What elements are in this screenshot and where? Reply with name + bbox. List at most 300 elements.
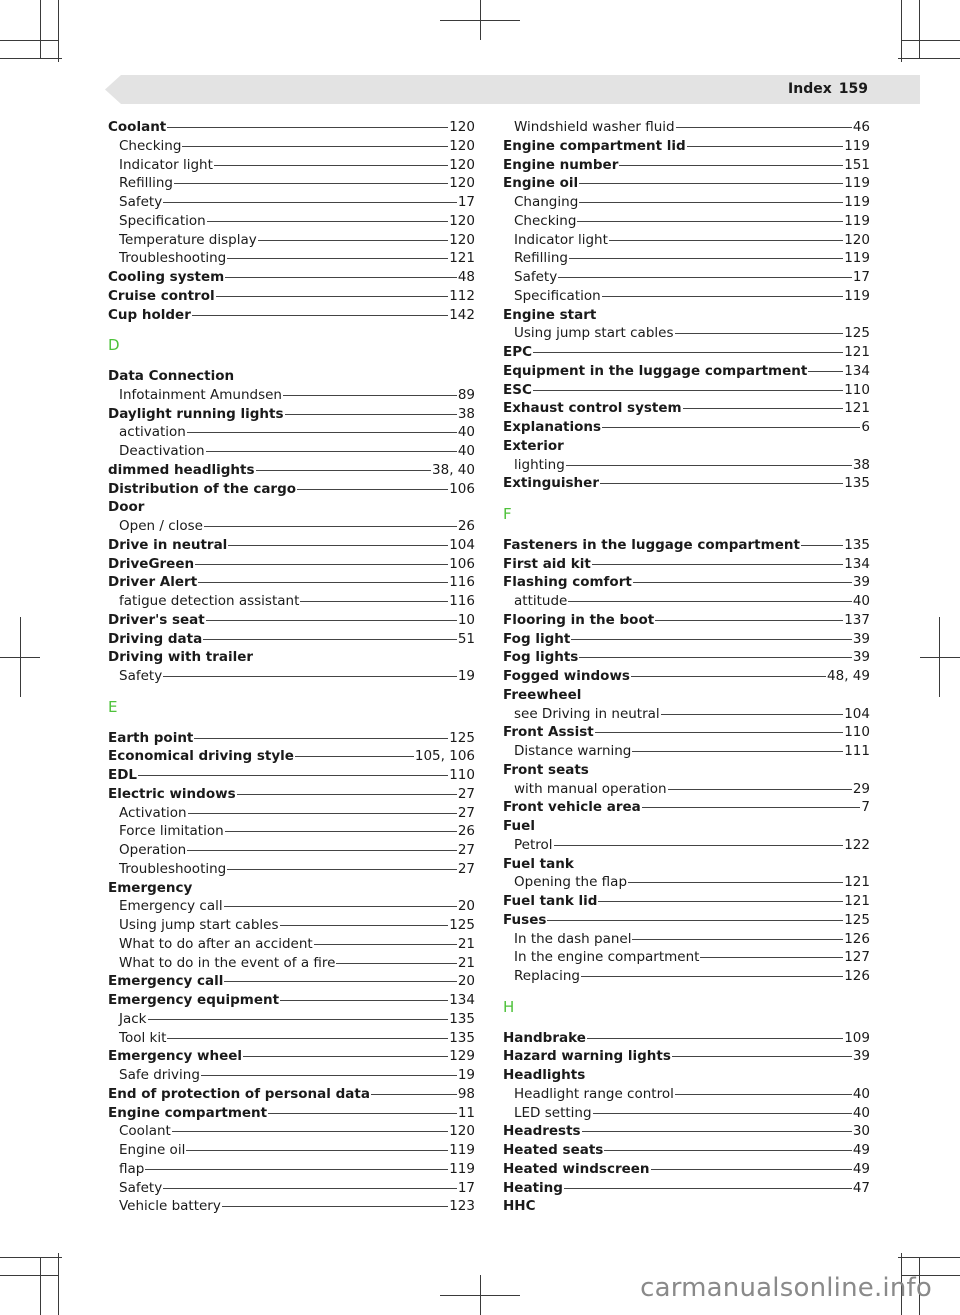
leader-line [668, 789, 852, 790]
page-reference: 46 [852, 119, 870, 135]
page-reference: 11 [457, 1104, 475, 1121]
leader-line [225, 831, 457, 832]
page-reference: 38 [457, 405, 475, 422]
index-column-right [503, 118, 870, 1216]
leader-line [167, 127, 448, 128]
index-entry [503, 630, 870, 649]
page-reference: 134 [449, 992, 475, 1008]
leader-line [687, 146, 843, 147]
index-subentry [108, 231, 475, 250]
page-reference: 39 [852, 630, 870, 647]
page-reference: 39 [852, 1048, 870, 1065]
index-term: Front vehicle area [503, 799, 641, 816]
index-term: Coolant [108, 119, 167, 135]
leader-line [300, 601, 448, 602]
page-reference: 142 [449, 306, 475, 323]
crop-mark [919, 0, 920, 58]
leader-line [138, 775, 448, 776]
crop-mark [0, 40, 58, 41]
page-reference: 20 [457, 973, 475, 990]
page-reference: 26 [457, 823, 475, 840]
index-entry [503, 817, 870, 836]
index-entry [108, 306, 475, 325]
index-term: Daylight running lights [108, 405, 284, 422]
index-term: Headlights [503, 1067, 586, 1083]
leader-line [661, 714, 844, 715]
leader-line [631, 676, 826, 677]
page-reference: 135 [844, 475, 870, 492]
index-subentry [108, 174, 475, 193]
leader-line [587, 1038, 843, 1039]
page-reference: 120 [449, 175, 475, 192]
page-reference: 137 [844, 611, 870, 628]
leader-line [237, 794, 457, 795]
index-term: Using jump start cables [514, 325, 674, 342]
index-subentry [503, 324, 870, 343]
index-entry [108, 498, 475, 517]
page-reference: 125 [449, 917, 475, 933]
index-entry [108, 367, 475, 386]
page-reference: 106 [449, 555, 475, 572]
index-term: Fog lights [503, 649, 579, 666]
index-entry [108, 461, 475, 480]
index-term: Electric windows [108, 785, 236, 802]
index-term: Safe driving [119, 1067, 200, 1083]
index-subentry [503, 456, 870, 475]
index-entry [503, 686, 870, 705]
index-subentry [108, 212, 475, 231]
index-term: flap [119, 1160, 145, 1177]
page-reference: 89 [457, 386, 475, 403]
page-reference: 121 [844, 400, 870, 417]
index-subentry [108, 667, 475, 686]
index-entry [503, 362, 870, 381]
leader-line [206, 620, 457, 621]
index-subentry [503, 231, 870, 250]
index-entry [503, 1179, 870, 1198]
index-entry [503, 892, 870, 911]
leader-line [581, 976, 843, 977]
index-term: Indicator light [514, 231, 608, 248]
index-term: Exhaust control system [503, 400, 682, 417]
index-term: Engine compartment lid [503, 137, 686, 154]
index-term: What to do after an accident [119, 935, 313, 952]
index-term: Checking [514, 212, 577, 229]
page-reference: 26 [457, 518, 475, 534]
index-term: Fasteners in the luggage compartment [503, 536, 800, 553]
leader-line [224, 906, 457, 907]
index-subentry [503, 212, 870, 231]
crop-mark [902, 40, 960, 41]
leader-line [198, 582, 448, 583]
index-entry [108, 729, 475, 748]
leader-line [224, 981, 456, 982]
index-entry [108, 118, 475, 137]
index-entry [503, 381, 870, 400]
index-entry [503, 437, 870, 456]
index-entry [503, 855, 870, 874]
index-subentry [108, 1010, 475, 1029]
page-reference: 6 [861, 419, 870, 435]
page-reference: 10 [457, 611, 475, 628]
leader-line [633, 582, 852, 583]
registration-mark [480, 1275, 481, 1315]
index-term: Safety [119, 1179, 163, 1196]
index-term: Replacing [514, 968, 580, 984]
page-reference: 120 [844, 231, 870, 248]
index-entry [503, 174, 870, 193]
index-entry [503, 1141, 870, 1160]
page-reference: 121 [844, 874, 870, 891]
index-entry [503, 306, 870, 325]
page-reference: 135 [449, 1029, 475, 1046]
index-entry [108, 991, 475, 1010]
page-reference: 39 [852, 574, 870, 591]
page-reference: 126 [844, 968, 870, 984]
index-subentry [503, 742, 870, 761]
index-term: Force limitation [119, 823, 224, 840]
index-term: Cup holder [108, 306, 191, 323]
leader-line [571, 639, 852, 640]
page-reference: 121 [844, 344, 870, 360]
index-term: fatigue detection assistant [119, 593, 300, 609]
page-reference: 27 [457, 785, 475, 802]
page-reference: 106 [449, 480, 475, 497]
index-term: Extinguisher [503, 475, 599, 492]
index-term: Tool kit [119, 1029, 167, 1046]
registration-mark [480, 0, 481, 40]
index-term: Distance warning [514, 743, 632, 759]
leader-line [148, 1019, 449, 1020]
index-term: Headrests [503, 1123, 581, 1140]
index-entry [108, 268, 475, 287]
leader-line [675, 1094, 852, 1095]
page-reference: 134 [844, 362, 870, 379]
page-reference: 135 [449, 1010, 475, 1027]
leader-line [651, 1169, 852, 1170]
leader-line [295, 756, 414, 757]
index-term: Deactivation [119, 443, 205, 459]
index-term: Engine start [503, 306, 597, 323]
index-entry [108, 1104, 475, 1123]
leader-line [214, 165, 448, 166]
page-reference: 127 [844, 949, 870, 966]
index-subentry [503, 268, 870, 287]
index-term: Refilling [119, 175, 173, 192]
page-reference: 120 [449, 1123, 475, 1140]
index-term: ESC [503, 381, 532, 398]
page-reference: 49 [852, 1160, 870, 1177]
index-subentry [108, 156, 475, 175]
crop-mark [58, 0, 59, 62]
index-entry [503, 1197, 870, 1216]
index-subentry [108, 1122, 475, 1141]
page-reference: 20 [457, 898, 475, 915]
index-term: Cruise control [108, 287, 215, 304]
leader-line [314, 944, 457, 945]
crop-mark [0, 1257, 62, 1258]
leader-line [598, 901, 843, 902]
leader-line [604, 1150, 851, 1151]
leader-line [204, 526, 457, 527]
leader-line [579, 202, 843, 203]
page-reference: 27 [457, 804, 475, 821]
index-term: Flooring in the boot [503, 611, 655, 628]
leader-line [675, 333, 844, 334]
leader-line [577, 221, 843, 222]
page-number: 159 [838, 81, 868, 97]
index-subentry [503, 118, 870, 137]
index-term: Earth point [108, 729, 194, 746]
index-subentry [108, 1197, 475, 1216]
index-entry [108, 536, 475, 555]
page-reference: 17 [852, 269, 870, 285]
index-term: LED setting [514, 1104, 592, 1121]
leader-line [582, 1131, 852, 1132]
index-subentry [108, 1066, 475, 1085]
index-subentry [503, 1085, 870, 1104]
leader-line [187, 432, 457, 433]
index-entry [503, 573, 870, 592]
index-term: Data Connection [108, 368, 235, 384]
index-entry [503, 399, 870, 418]
page-reference: 40 [852, 593, 870, 609]
index-term: Engine number [503, 156, 619, 173]
index-term: Front seats [503, 761, 589, 778]
page-reference: 30 [852, 1123, 870, 1140]
index-subentry [503, 836, 870, 855]
leader-line [619, 165, 843, 166]
index-term: Emergency [108, 879, 193, 896]
index-term: Petrol [514, 836, 553, 853]
index-term: Changing [514, 194, 579, 210]
index-subentry [108, 517, 475, 536]
leader-line [554, 845, 844, 846]
index-subentry [503, 249, 870, 268]
page-reference: 119 [844, 287, 870, 304]
registration-mark [939, 617, 940, 697]
index-subentry [108, 442, 475, 461]
leader-line [187, 850, 457, 851]
leader-line [632, 751, 843, 752]
index-subentry [503, 930, 870, 949]
leader-line [371, 1094, 457, 1095]
leader-line [600, 483, 843, 484]
leader-line [194, 738, 448, 739]
page-reference: 110 [449, 767, 475, 783]
leader-line [566, 465, 852, 466]
index-entry [503, 667, 870, 686]
leader-line [808, 371, 843, 372]
index-term: Heated seats [503, 1142, 604, 1158]
page-reference: 119 [844, 250, 870, 267]
index-term: Driving with trailer [108, 649, 254, 666]
index-term: Checking [119, 137, 182, 154]
page-reference: 121 [449, 250, 475, 267]
page-reference: 110 [844, 381, 870, 398]
page-reference: 120 [449, 137, 475, 154]
leader-line [227, 869, 457, 870]
index-term: Open / close [119, 518, 203, 534]
index-column-left [108, 118, 475, 1216]
index-subentry [503, 592, 870, 611]
index-entry [108, 766, 475, 785]
page-reference: 29 [852, 780, 870, 797]
index-subentry [108, 1179, 475, 1198]
page-reference: 104 [844, 705, 870, 722]
page-reference: 19 [457, 668, 475, 684]
registration-mark [20, 617, 21, 697]
index-term: Infotainment Amundsen [119, 386, 282, 403]
index-entry [503, 555, 870, 574]
page-reference: 40 [852, 1085, 870, 1102]
index-subentry [108, 935, 475, 954]
index-term: Heating [503, 1179, 563, 1196]
page-reference: 39 [852, 649, 870, 666]
leader-line [336, 963, 456, 964]
page-reference: 104 [449, 536, 475, 553]
page-header [788, 80, 868, 98]
page-reference: 123 [449, 1198, 475, 1215]
index-subentry [503, 967, 870, 986]
index-term: Safety [514, 269, 558, 285]
index-term: Emergency call [108, 973, 224, 990]
section-title: Index [788, 81, 832, 97]
index-subentry [108, 1160, 475, 1179]
index-term: Engine oil [503, 175, 579, 192]
page-reference: 126 [844, 930, 870, 947]
index-term: Hazard warning lights [503, 1048, 671, 1065]
index-entry [108, 287, 475, 306]
index-term: Flashing comfort [503, 574, 632, 591]
page-reference: 48 [457, 269, 475, 285]
index-term: In the engine compartment [514, 949, 700, 966]
index-entry [503, 1122, 870, 1141]
leader-line [174, 183, 448, 184]
page-reference: 119 [449, 1142, 475, 1158]
page-reference: 121 [844, 893, 870, 909]
index-subentry [108, 386, 475, 405]
index-subentry [108, 860, 475, 879]
index-term: Fogged windows [503, 668, 630, 684]
index-term: Headlight range control [514, 1085, 674, 1102]
leader-line [700, 957, 843, 958]
leader-line [195, 564, 448, 565]
index-entry [108, 573, 475, 592]
index-entry [503, 474, 870, 493]
index-subentry [108, 822, 475, 841]
page-reference: 105, 106 [414, 748, 475, 765]
index-entry [503, 1066, 870, 1085]
index-entry [503, 648, 870, 667]
leader-line [163, 676, 457, 677]
index-subentry [503, 948, 870, 967]
index-subentry [108, 137, 475, 156]
index-term: Heated windscreen [503, 1160, 650, 1177]
index-term: Fuses [503, 911, 547, 928]
page-reference: 112 [449, 287, 475, 304]
index-term: Temperature display [119, 231, 257, 248]
page-reference: 125 [844, 325, 870, 342]
leader-line [558, 277, 852, 278]
index-entry [503, 611, 870, 630]
index-term: attitude [514, 593, 568, 609]
index-term: Explanations [503, 419, 602, 435]
page-reference: 40 [457, 443, 475, 459]
page-reference: 48, 49 [827, 668, 870, 684]
index-term: Front Assist [503, 724, 594, 741]
crop-mark [40, 1257, 41, 1315]
index-term: Emergency call [119, 898, 223, 915]
page-reference: 110 [844, 724, 870, 741]
page-reference: 120 [449, 212, 475, 229]
leader-line [201, 1075, 457, 1076]
index-term: Windshield washer fluid [514, 119, 675, 135]
index-term: Handbrake [503, 1029, 586, 1046]
index-term: Cooling system [108, 269, 225, 285]
index-subentry [503, 873, 870, 892]
page-reference: 135 [844, 536, 870, 553]
index-subentry [108, 193, 475, 212]
page-reference: 119 [844, 194, 870, 210]
leader-line [595, 732, 844, 733]
page-reference: 125 [844, 911, 870, 928]
leader-line [186, 1150, 448, 1151]
leader-line [225, 277, 457, 278]
leader-line [192, 315, 448, 316]
leader-line [203, 639, 457, 640]
index-entry [108, 405, 475, 424]
index-letter-heading: D [108, 336, 120, 355]
index-term: Troubleshooting [119, 860, 227, 877]
index-term: EPC [503, 344, 533, 360]
index-entry [108, 747, 475, 766]
page-reference: 21 [457, 935, 475, 952]
index-entry [108, 972, 475, 991]
leader-line [547, 920, 843, 921]
leader-line [258, 240, 448, 241]
leader-line [172, 1131, 448, 1132]
index-term: Equipment in the luggage compartment [503, 362, 808, 379]
leader-line [285, 414, 457, 415]
index-subentry [108, 897, 475, 916]
index-entry [108, 1047, 475, 1066]
leader-line [145, 1169, 448, 1170]
index-subentry [108, 916, 475, 935]
index-entry [503, 1029, 870, 1048]
page-reference: 98 [457, 1085, 475, 1102]
page-reference: 47 [852, 1179, 870, 1196]
page-reference: 40 [457, 424, 475, 441]
index-term: Drive in neutral [108, 536, 228, 553]
index-term: First aid kit [503, 555, 591, 572]
index-subentry [503, 1104, 870, 1123]
page-reference: 120 [449, 119, 475, 135]
leader-line [163, 1188, 457, 1189]
index-entry [503, 723, 870, 742]
index-subentry [503, 705, 870, 724]
index-term: DriveGreen [108, 555, 195, 572]
index-term: Troubleshooting [119, 250, 227, 267]
page-reference: 119 [449, 1160, 475, 1177]
leader-line [216, 296, 449, 297]
watermark: carmanualsonline.info [640, 1273, 932, 1303]
index-term: Economical driving style [108, 748, 294, 765]
index-subentry [108, 592, 475, 611]
leader-line [568, 601, 851, 602]
index-entry [503, 343, 870, 362]
leader-line [683, 408, 844, 409]
